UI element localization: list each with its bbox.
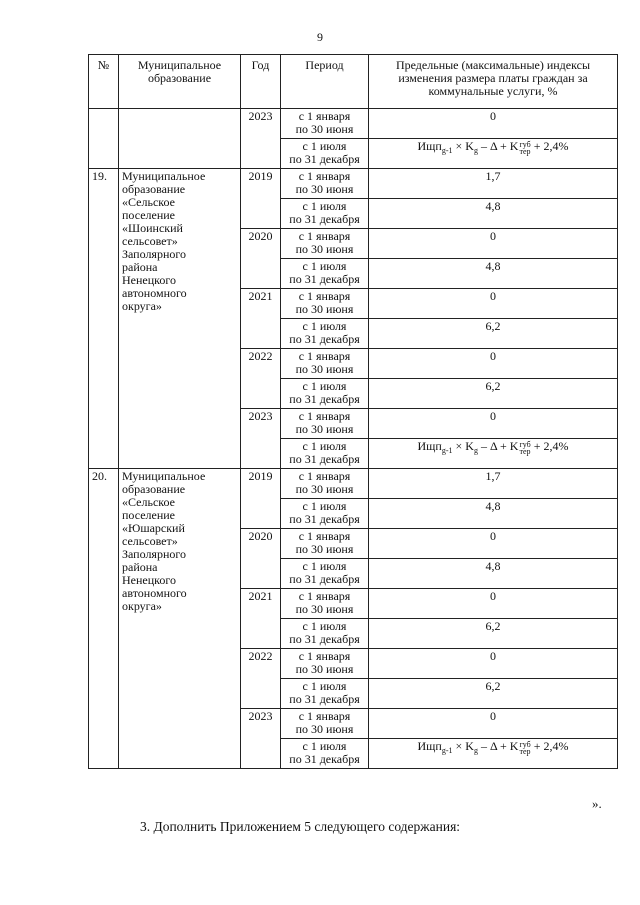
formula-term-a-sub: g-1 [441,146,453,155]
page-number: 9 [317,30,323,44]
amendment-text: 3. Дополнить Приложением 5 следующего содержания: [140,819,461,834]
table-row [89,169,618,199]
municipality-cell [119,169,241,469]
period-end: по 31 декабря [289,212,360,226]
period-end: по 30 июня [295,482,354,496]
period-cell [281,589,369,619]
municipality-line: «Сельское [122,495,175,509]
period-start: с 1 июля [302,559,347,573]
year-cell: 2020 [241,229,281,289]
period-cell [281,139,369,169]
formula-k-sub: g [473,746,478,755]
header-municipality: Муниципальное образование [119,55,241,109]
municipality-line: сельсовет» [122,534,178,548]
municipality-line: «Юшарский [122,521,185,535]
period-end: по 31 декабря [289,152,360,166]
index-value-cell: 0 [369,349,618,379]
period-start: с 1 января [298,529,351,543]
formula-k-sub2: тер [519,147,531,156]
period-cell [281,619,369,649]
table-body [89,109,618,769]
period-start: с 1 июля [302,379,347,393]
year-cell: 2019 [241,169,281,229]
period-end: по 31 декабря [289,692,360,706]
period-cell [281,379,369,409]
formula-mid: – Δ + K [477,139,519,153]
formula-k-sup: губ [519,440,531,449]
formula-k-sub: g [473,446,478,455]
index-value-cell: 4,8 [369,499,618,529]
index-value-cell: 0 [369,409,618,439]
entry-number-cell: 20. [89,469,119,769]
period-start: с 1 января [298,589,351,603]
period-end: по 31 декабря [289,632,360,646]
period-end: по 31 декабря [289,572,360,586]
period-cell [281,109,369,139]
header-num: № [89,55,119,109]
formula-term-a: Ищп [417,139,442,153]
period-cell [281,709,369,739]
period-cell [281,289,369,319]
index-value-cell: 1,7 [369,469,618,499]
formula [417,139,569,156]
formula-term-a: Ищп [417,739,442,753]
formula-term-a: Ищп [417,439,442,453]
header-period: Период [281,55,369,109]
table-row [89,469,618,499]
formula-mult: × K [452,439,474,453]
year-cell: 2020 [241,529,281,589]
table-header-row [89,55,618,109]
year-cell: 2023 [241,109,281,169]
formula-k-sup: губ [519,140,531,149]
tariff-index-table [88,54,618,769]
period-end: по 30 июня [295,302,354,316]
index-value-cell: 0 [369,229,618,259]
municipality-line: района [122,260,158,274]
period-end: по 31 декабря [289,512,360,526]
municipality-line: Заполярного [122,547,186,561]
municipality-line: образование [122,482,186,496]
municipality-line: Заполярного [122,247,186,261]
formula [417,739,569,756]
period-start: с 1 января [298,649,351,663]
municipality-cell [119,109,241,169]
period-end: по 31 декабря [289,392,360,406]
period-start: с 1 июля [302,439,347,453]
period-start: с 1 января [298,349,351,363]
formula-cell [369,439,618,469]
year-cell: 2019 [241,469,281,529]
period-cell [281,739,369,769]
year-cell: 2021 [241,289,281,349]
period-cell [281,319,369,349]
index-value-cell: 0 [369,589,618,619]
formula-k-sup: губ [519,740,531,749]
period-start: с 1 июля [302,499,347,513]
index-value-cell: 0 [369,109,618,139]
period-start: с 1 июля [302,739,347,753]
index-value-cell: 6,2 [369,619,618,649]
period-cell [281,499,369,529]
period-end: по 30 июня [295,542,354,556]
formula-tail: + 2,4% [530,439,569,453]
municipality-line: округа» [122,599,162,613]
formula [417,439,569,456]
formula-mid: – Δ + K [477,439,519,453]
year-cell: 2023 [241,709,281,769]
period-end: по 30 июня [295,722,354,736]
period-end: по 30 июня [295,362,354,376]
period-start: с 1 января [298,109,351,123]
period-cell [281,529,369,559]
period-cell [281,349,369,379]
period-cell [281,679,369,709]
period-end: по 30 июня [295,662,354,676]
index-value-cell: 4,8 [369,559,618,589]
entry-number-cell: 19. [89,169,119,469]
period-end: по 30 июня [295,602,354,616]
period-cell [281,199,369,229]
period-end: по 30 июня [295,242,354,256]
formula-k-index [519,741,530,755]
index-value-cell: 6,2 [369,319,618,349]
formula-k-sub2: тер [519,747,531,756]
index-value-cell: 0 [369,709,618,739]
period-start: с 1 июля [302,199,347,213]
formula-k-sub2: тер [519,447,531,456]
municipality-line: Ненецкого [122,573,177,587]
index-value-cell: 0 [369,289,618,319]
period-end: по 31 декабря [289,332,360,346]
municipality-line: Ненецкого [122,273,177,287]
period-end: по 31 декабря [289,272,360,286]
period-start: с 1 января [298,409,351,423]
index-value-cell: 4,8 [369,259,618,289]
period-end: по 31 декабря [289,752,360,766]
period-cell [281,409,369,439]
period-start: с 1 января [298,709,351,723]
period-cell [281,169,369,199]
year-cell: 2023 [241,409,281,469]
period-cell [281,229,369,259]
index-value-cell: 1,7 [369,169,618,199]
period-start: с 1 июля [302,259,347,273]
period-start: с 1 июля [302,319,347,333]
index-value-cell: 4,8 [369,199,618,229]
formula-cell [369,739,618,769]
formula-mult: × K [452,139,474,153]
year-cell: 2021 [241,589,281,649]
formula-mult: × K [452,739,474,753]
period-start: с 1 июля [302,139,347,153]
period-end: по 31 декабря [289,452,360,466]
municipality-cell [119,469,241,769]
period-start: с 1 января [298,289,351,303]
formula-term-a-sub: g-1 [441,746,453,755]
municipality-line: автономного [122,286,187,300]
formula-k-sub: g [473,146,478,155]
year-cell: 2022 [241,649,281,709]
period-start: с 1 января [298,469,351,483]
municipality-line: «Сельское [122,195,175,209]
period-cell [281,259,369,289]
index-value-cell: 6,2 [369,679,618,709]
entry-number-cell [89,109,119,169]
period-start: с 1 января [298,169,351,183]
period-end: по 30 июня [295,422,354,436]
table-row [89,109,618,139]
municipality-line: сельсовет» [122,234,178,248]
formula-cell [369,139,618,169]
formula-tail: + 2,4% [530,139,569,153]
header-index: Предельные (максимальные) индексы изменения размера платы граждан за коммунальные услуги, % [369,55,618,109]
period-start: с 1 января [298,229,351,243]
municipality-line: поселение [122,208,176,222]
formula-term-a-sub: g-1 [441,446,453,455]
period-cell [281,469,369,499]
municipality-line: Муниципальное [122,469,206,483]
formula-k-index [519,141,530,155]
period-start: с 1 июля [302,619,347,633]
municipality-line: района [122,560,158,574]
period-end: по 30 июня [295,182,354,196]
municipality-line: округа» [122,299,162,313]
year-cell: 2022 [241,349,281,409]
municipality-line: Муниципальное [122,169,206,183]
period-cell [281,649,369,679]
formula-mid: – Δ + K [477,739,519,753]
closing-quote: ». [592,796,602,811]
index-value-cell: 6,2 [369,379,618,409]
period-end: по 30 июня [295,122,354,136]
index-value-cell: 0 [369,649,618,679]
period-start: с 1 июля [302,679,347,693]
formula-tail: + 2,4% [530,739,569,753]
municipality-line: «Шоинский [122,221,183,235]
formula-k-index [519,441,530,455]
index-value-cell: 0 [369,529,618,559]
header-year: Год [241,55,281,109]
period-cell [281,439,369,469]
period-cell [281,559,369,589]
municipality-line: автономного [122,586,187,600]
municipality-line: поселение [122,508,176,522]
municipality-line: образование [122,182,186,196]
